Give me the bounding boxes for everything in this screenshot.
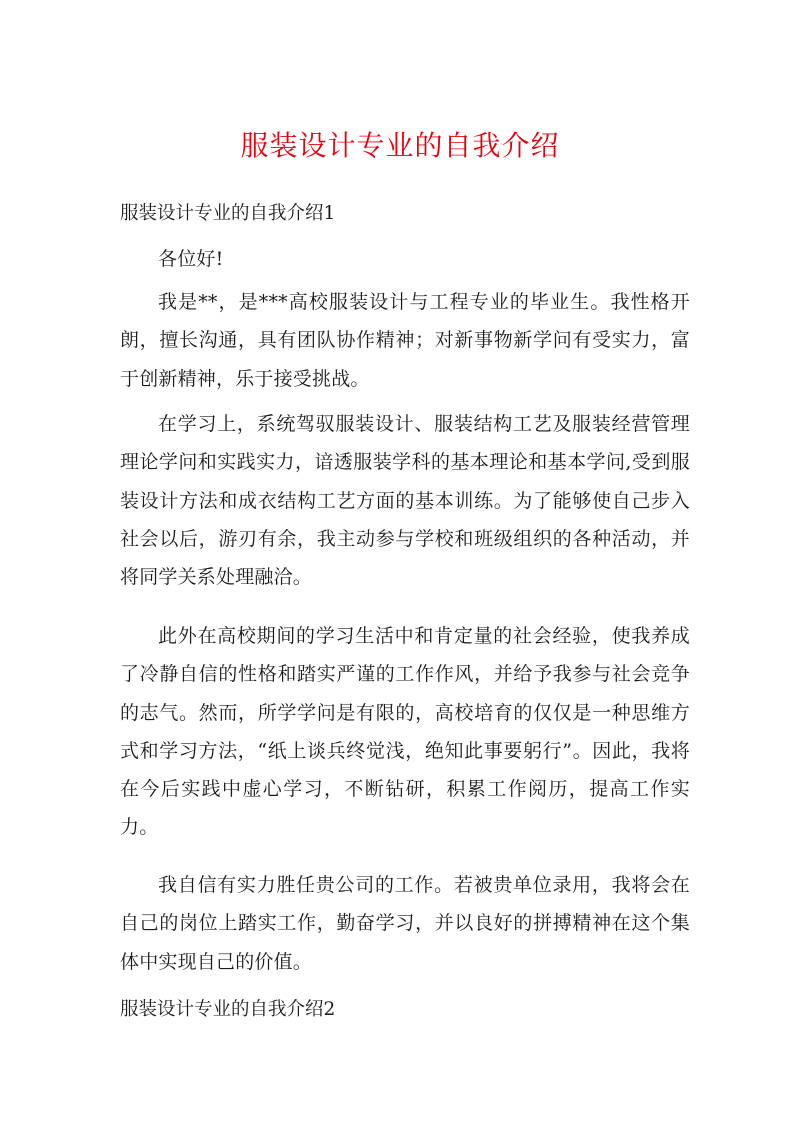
paragraph-closing: 我自信有实力胜任贵公司的工作。若被贵单位录用，我将会在自己的岗位上踏实工作，勤奋学习，并以良好的拼搏精神在这个集体中实现自己的价值。 [120, 874, 690, 973]
section-heading-2: 服装设计专业的自我介绍2 [120, 999, 336, 1020]
paragraph-experience: 此外在高校期间的学习生活中和肯定量的社会经验，使我养成了冷静自信的性格和踏实严谨的工作作风，并给予我参与社会竞争的志气。然而，所学学问是有限的，高校培育的仅仅是一种思维方式和学习方法，“纸上谈兵终觉浅，绝知此事要躬行”。因此，我将在今后实践中虚心学习，不断钻研，积累工作阅历，提高工作实力。 [120, 625, 690, 839]
paragraph-greeting: 各位好! [158, 248, 224, 270]
document-title: 服装设计专业的自我介绍 [240, 129, 560, 162]
section-heading-1: 服装设计专业的自我介绍1 [120, 203, 336, 224]
paragraph-introduction: 我是**，是***高校服装设计与工程专业的毕业生。我性格开朗，擅长沟通，具有团队协作精神；对新事物新学问有受实力，富于创新精神，乐于接受挑战。 [120, 291, 690, 390]
paragraph-study: 在学习上，系统驾驭服装设计、服装结构工艺及服装经营管理理论学问和实践实力，谙透服装学科的基本理论和基本学问,受到服装设计方法和成衣结构工艺方面的基本训练。为了能够使自己步入社会以后，游刃有余，我主动参与学校和班级组织的各种活动，并将同学关系处理融洽。 [120, 413, 690, 589]
